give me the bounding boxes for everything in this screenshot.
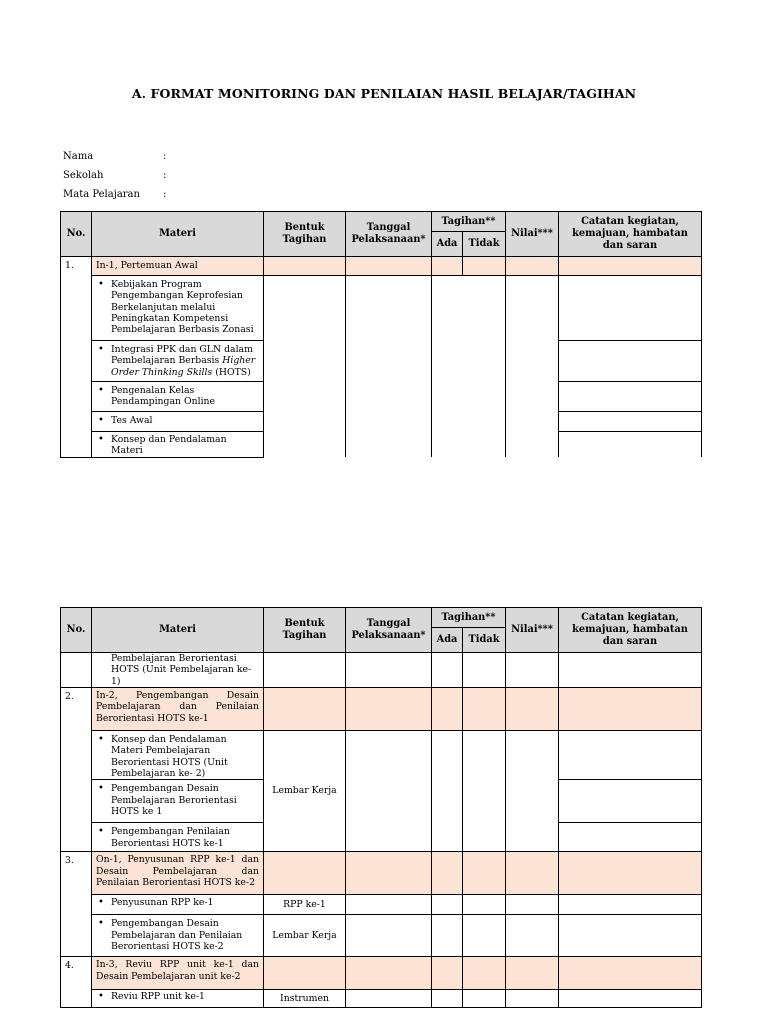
cell-tanggal xyxy=(346,852,432,895)
bullet-icon xyxy=(96,344,111,356)
section-row xyxy=(61,687,702,730)
cell-bentuk xyxy=(264,957,346,990)
cell-ada xyxy=(432,957,463,990)
identity-label: Sekolah xyxy=(63,170,104,181)
cell-ada xyxy=(432,257,463,276)
section-title: In-1, Pertemuan Awal xyxy=(92,257,264,276)
header-tidak: Tidak xyxy=(463,232,506,257)
materi-item xyxy=(92,382,264,412)
section-row xyxy=(61,257,702,276)
materi-item xyxy=(92,276,264,341)
cell-catatan xyxy=(559,412,702,432)
materi-item xyxy=(92,780,264,823)
cell-ada xyxy=(432,895,463,915)
cell-tanggal xyxy=(346,276,432,458)
list-item xyxy=(61,276,702,341)
cell-catatan xyxy=(559,990,702,1008)
list-item xyxy=(61,895,702,915)
materi-item xyxy=(92,432,264,458)
cell-catatan xyxy=(559,653,702,688)
materi-item xyxy=(92,341,264,382)
materi-item-text: Pengembangan Desain Pembelajaran Berorientasi HOTS ke 1 xyxy=(111,783,237,817)
cell-ada xyxy=(432,915,463,957)
header-materi: Materi xyxy=(92,212,264,257)
cell-tanggal xyxy=(346,990,432,1008)
section-row xyxy=(61,852,702,895)
cell-ada xyxy=(432,730,463,851)
identity-label: Nama xyxy=(63,151,94,162)
header-tidak: Tidak xyxy=(463,628,506,653)
materi-item xyxy=(92,990,264,1008)
materi-item-text: Pengembangan Penilaian Berorientasi HOTS ke-1 xyxy=(111,826,230,849)
header-catatan: Catatan kegiatan, kemajuan, hambatan dan saran xyxy=(559,212,702,257)
table-header-row xyxy=(61,212,702,232)
bullet-icon xyxy=(96,991,111,1003)
list-item xyxy=(61,653,702,688)
header-no: No. xyxy=(61,212,92,257)
cell-tanggal xyxy=(346,957,432,990)
bullet-icon xyxy=(96,734,111,746)
identity-colon: : xyxy=(163,170,167,181)
cell-tanggal xyxy=(346,257,432,276)
cell-catatan xyxy=(559,730,702,779)
cell-tidak xyxy=(463,257,506,276)
cell-nilai xyxy=(506,730,559,851)
cell-bentuk xyxy=(264,653,346,688)
table-header-row xyxy=(61,608,702,628)
cell-catatan xyxy=(559,895,702,915)
materi-item-text: Integrasi PPK dan GLN dalam Pembelajaran Berbasis Higher Order Thinking Skills (HOTS) xyxy=(111,344,256,378)
cell-bentuk xyxy=(264,687,346,730)
cell-tidak xyxy=(463,957,506,990)
header-bentuk-tagihan: Bentuk Tagihan xyxy=(264,212,346,257)
bullet-icon xyxy=(96,385,111,397)
cell-nilai xyxy=(506,653,559,688)
bullet-icon xyxy=(96,415,111,427)
cell-nilai xyxy=(506,990,559,1008)
list-item xyxy=(61,990,702,1008)
header-bentuk-tagihan: Bentuk Tagihan xyxy=(264,608,346,653)
cell-ada xyxy=(432,852,463,895)
cell-tanggal xyxy=(346,687,432,730)
cell-tanggal xyxy=(346,895,432,915)
cell-ada xyxy=(432,653,463,688)
section-number: 1. xyxy=(61,257,92,458)
materi-item-text: Konsep dan Pendalaman Materi xyxy=(111,434,227,457)
materi-item xyxy=(92,823,264,852)
cell-bentuk: RPP ke-1 xyxy=(264,895,346,915)
bullet-icon xyxy=(96,918,111,930)
header-ada: Ada xyxy=(432,628,463,653)
cell-catatan xyxy=(559,687,702,730)
cell-catatan xyxy=(559,957,702,990)
header-materi: Materi xyxy=(92,608,264,653)
materi-item-text: Kebijakan Program Pengembangan Keprofesian Berkelanjutan melalui Peningkatan Kompetensi Pembelajaran Berbasis Zonasi xyxy=(111,279,254,336)
materi-item-text: Pembelajaran Berorientasi HOTS (Unit Pembelajaran ke- 1) xyxy=(111,653,252,687)
cell-bentuk xyxy=(264,257,346,276)
list-item xyxy=(61,730,702,779)
identity-fields xyxy=(63,147,175,204)
identity-row-sekolah xyxy=(63,166,175,185)
cell-nilai xyxy=(506,957,559,990)
cell-tidak xyxy=(463,687,506,730)
cell-tanggal xyxy=(346,730,432,851)
materi-item xyxy=(92,895,264,915)
cell-catatan xyxy=(559,823,702,852)
header-catatan: Catatan kegiatan, kemajuan, hambatan dan saran xyxy=(559,608,702,653)
header-nilai: Nilai*** xyxy=(506,212,559,257)
cell-bentuk xyxy=(264,276,346,458)
section-title: In-2, Pengembangan Desain Pembelajaran dan Penilaian Berorientasi HOTS ke-1 xyxy=(92,687,264,730)
materi-item-text: Konsep dan Pendalaman Materi Pembelajaran Berorientasi HOTS (Unit Pembelajaran ke- 2) xyxy=(111,733,228,779)
cell-catatan xyxy=(559,432,702,458)
cell-bentuk: Instrumen xyxy=(264,990,346,1008)
cell-tidak xyxy=(463,730,506,851)
page-title: A. FORMAT MONITORING DAN PENILAIAN HASIL BELAJAR/TAGIHAN xyxy=(131,86,637,101)
cell-ada xyxy=(432,990,463,1008)
cell-catatan xyxy=(559,276,702,341)
header-tagihan: Tagihan** xyxy=(432,212,506,232)
cell-bentuk: Lembar Kerja xyxy=(264,730,346,851)
section-title: On-1, Penyusunan RPP ke-1 dan Desain Pembelajaran dan Penilaian Berorientasi HOTS ke-2 xyxy=(92,852,264,895)
header-tanggal-pelaksanaan: Tanggal Pelaksanaan* xyxy=(346,608,432,653)
section-title: In-3, Reviu RPP unit ke-1 dan Desain Pembelajaran unit ke-2 xyxy=(92,957,264,990)
cell-catatan xyxy=(559,852,702,895)
cell-bentuk xyxy=(264,852,346,895)
cell-ada xyxy=(432,687,463,730)
cell-tidak xyxy=(463,653,506,688)
cell-catatan xyxy=(559,382,702,412)
header-tagihan: Tagihan** xyxy=(432,608,506,628)
cell-tanggal xyxy=(346,915,432,957)
materi-item xyxy=(92,730,264,779)
cell-nilai xyxy=(506,687,559,730)
cell-tidak xyxy=(463,990,506,1008)
materi-item-text: Pengenalan Kelas Pendampingan Online xyxy=(111,385,216,408)
bullet-icon xyxy=(96,279,111,291)
identity-colon: : xyxy=(163,189,167,200)
header-tanggal-pelaksanaan: Tanggal Pelaksanaan* xyxy=(346,212,432,257)
materi-item xyxy=(92,915,264,957)
bullet-icon xyxy=(96,826,111,838)
identity-row-mata-pelajaran xyxy=(63,185,175,204)
cell-catatan xyxy=(559,257,702,276)
bullet-icon xyxy=(96,434,111,446)
header-ada: Ada xyxy=(432,232,463,257)
section-number: 2. xyxy=(61,687,92,851)
monitoring-table-1 xyxy=(60,211,702,458)
cell-tidak xyxy=(463,895,506,915)
materi-item xyxy=(92,653,264,688)
cell-tidak xyxy=(463,852,506,895)
identity-label: Mata Pelajaran xyxy=(63,189,140,200)
materi-item-text: Pengembangan Desain Pembelajaran dan Penilaian Berorientasi HOTS ke-2 xyxy=(111,918,243,952)
cell-catatan xyxy=(559,780,702,823)
section-number xyxy=(61,653,92,688)
materi-item-text: Tes Awal xyxy=(111,415,153,426)
bullet-icon xyxy=(96,783,111,795)
header-nilai: Nilai*** xyxy=(506,608,559,653)
cell-nilai xyxy=(506,852,559,895)
cell-bentuk: Lembar Kerja xyxy=(264,915,346,957)
cell-nilai xyxy=(506,257,559,276)
identity-colon: : xyxy=(163,151,167,162)
section-row xyxy=(61,957,702,990)
cell-tagihan xyxy=(432,276,506,458)
bullet-icon xyxy=(96,897,111,909)
identity-row-nama xyxy=(63,147,175,166)
section-number: 4. xyxy=(61,957,92,1008)
cell-tanggal xyxy=(346,653,432,688)
monitoring-table-2 xyxy=(60,607,702,1008)
cell-tidak xyxy=(463,915,506,957)
materi-item xyxy=(92,412,264,432)
cell-nilai xyxy=(506,276,559,458)
cell-nilai xyxy=(506,915,559,957)
cell-catatan xyxy=(559,341,702,382)
materi-item-text: Penyusunan RPP ke-1 xyxy=(111,897,214,909)
list-item xyxy=(61,915,702,957)
header-no: No. xyxy=(61,608,92,653)
cell-catatan xyxy=(559,915,702,957)
section-number: 3. xyxy=(61,852,92,957)
materi-item-text: Reviu RPP unit ke-1 xyxy=(111,991,205,1003)
cell-nilai xyxy=(506,895,559,915)
